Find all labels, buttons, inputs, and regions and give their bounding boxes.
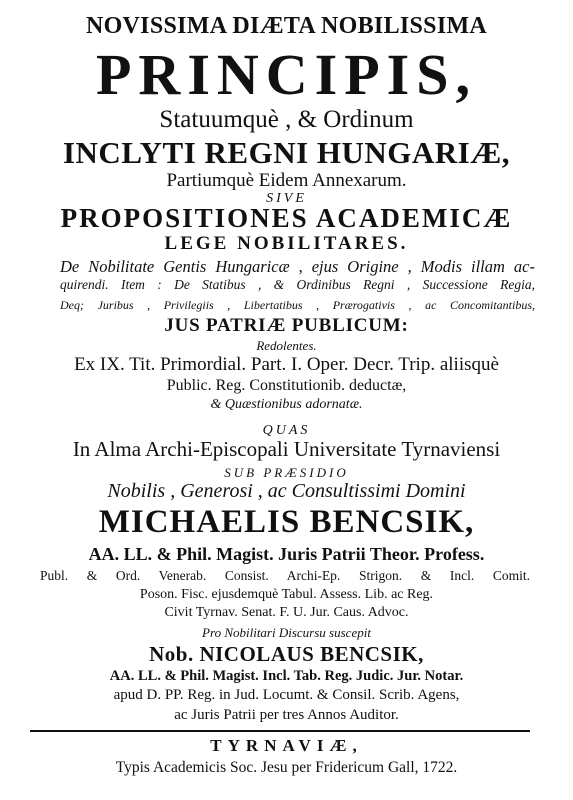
line-redolentes: Redolentes.: [256, 338, 317, 353]
heading-jus-patriae: JUS PATRIÆ PUBLICUM:: [164, 315, 409, 336]
defender-office-line-2: ac Juris Patrii per tres Annos Auditor.: [174, 707, 399, 723]
defender-title-line: AA. LL. & Phil. Magist. Incl. Tab. Reg. Judic. Jur. Notar.: [109, 668, 464, 684]
presider-office-line-3: Civit Tyrnav. Senat. F. U. Jur. Caus. Advoc.: [164, 605, 409, 620]
heading-incliti-regni: INCLYTI REGNI HUNGARIÆ,: [62, 135, 510, 170]
source-line-3: & Quæstionibus adornatæ.: [210, 397, 363, 412]
line-partiumque: Partiumquè Eidem Annexarum.: [166, 170, 407, 191]
source-line-1: Ex IX. Tit. Primordial. Part. I. Oper. Decr. Trip. aliisquè: [74, 354, 499, 375]
line-pro-nobilitari: Pro Nobilitari Discursu suscepit: [202, 625, 371, 640]
presider-title-line: AA. LL. & Phil. Magist. Juris Patrii Theor. Profess.: [88, 544, 485, 564]
imprint-divider: [30, 730, 530, 732]
subject-line-2: quirendi. Item : De Statibus , & Ordinibus Regni , Successione Regia,: [60, 277, 535, 292]
heading-principis: PRINCIPIS,: [96, 42, 477, 107]
subject-line-1: De Nobilitate Gentis Hungaricæ , ejus Origine , Modis illam ac-: [60, 257, 535, 276]
imprint-printer: Typis Academicis Soc. Jesu per Fridericum Gall, 1722.: [115, 759, 458, 776]
presider-office-line-2: Poson. Fisc. ejusdemquè Tabul. Assess. Lib. ac Reg.: [139, 587, 434, 602]
presider-office-line-1: Publ. & Ord. Venerab. Consist. Archi-Ep. Strigon. & Incl. Comit.: [40, 568, 530, 583]
defender-office-line-1: apud D. PP. Reg. in Jud. Locumt. & Consil. Scrib. Agens,: [113, 687, 460, 703]
source-line-2: Public. Reg. Constitutionib. deductæ,: [166, 377, 407, 394]
heading-lege-nobilitares: LEGE NOBILITARES.: [164, 233, 409, 254]
line-university: In Alma Archi-Episcopali Universitate Tyrnaviensi: [72, 437, 501, 461]
subject-line-3: Deq; Juribus , Privilegiis , Libertatibus , Prærogativis , ac Concomitantibus,: [60, 298, 535, 312]
line-quas: QUAS: [262, 423, 311, 438]
line-sub-praesidio: SUB PRÆSIDIO: [224, 465, 349, 480]
line-sive: SIVE: [266, 191, 307, 206]
imprint-place: TYRNAVIÆ,: [210, 736, 363, 755]
heading-novissima-diaeta: NOVISSIMA DIÆTA NOBILISSIMA: [85, 13, 488, 39]
heading-nicolaus-bencsik: Nob. NICOLAUS BENCSIK,: [149, 642, 424, 666]
line-nobilis-generosi: Nobilis , Generosi , ac Consultissimi Domini: [107, 480, 466, 502]
line-statuumque: Statuumquè , & Ordinum: [159, 106, 414, 133]
heading-michaelis-bencsik: MICHAELIS BENCSIK,: [98, 504, 475, 540]
heading-propositiones: PROPOSITIONES ACADEMICÆ: [60, 203, 513, 233]
